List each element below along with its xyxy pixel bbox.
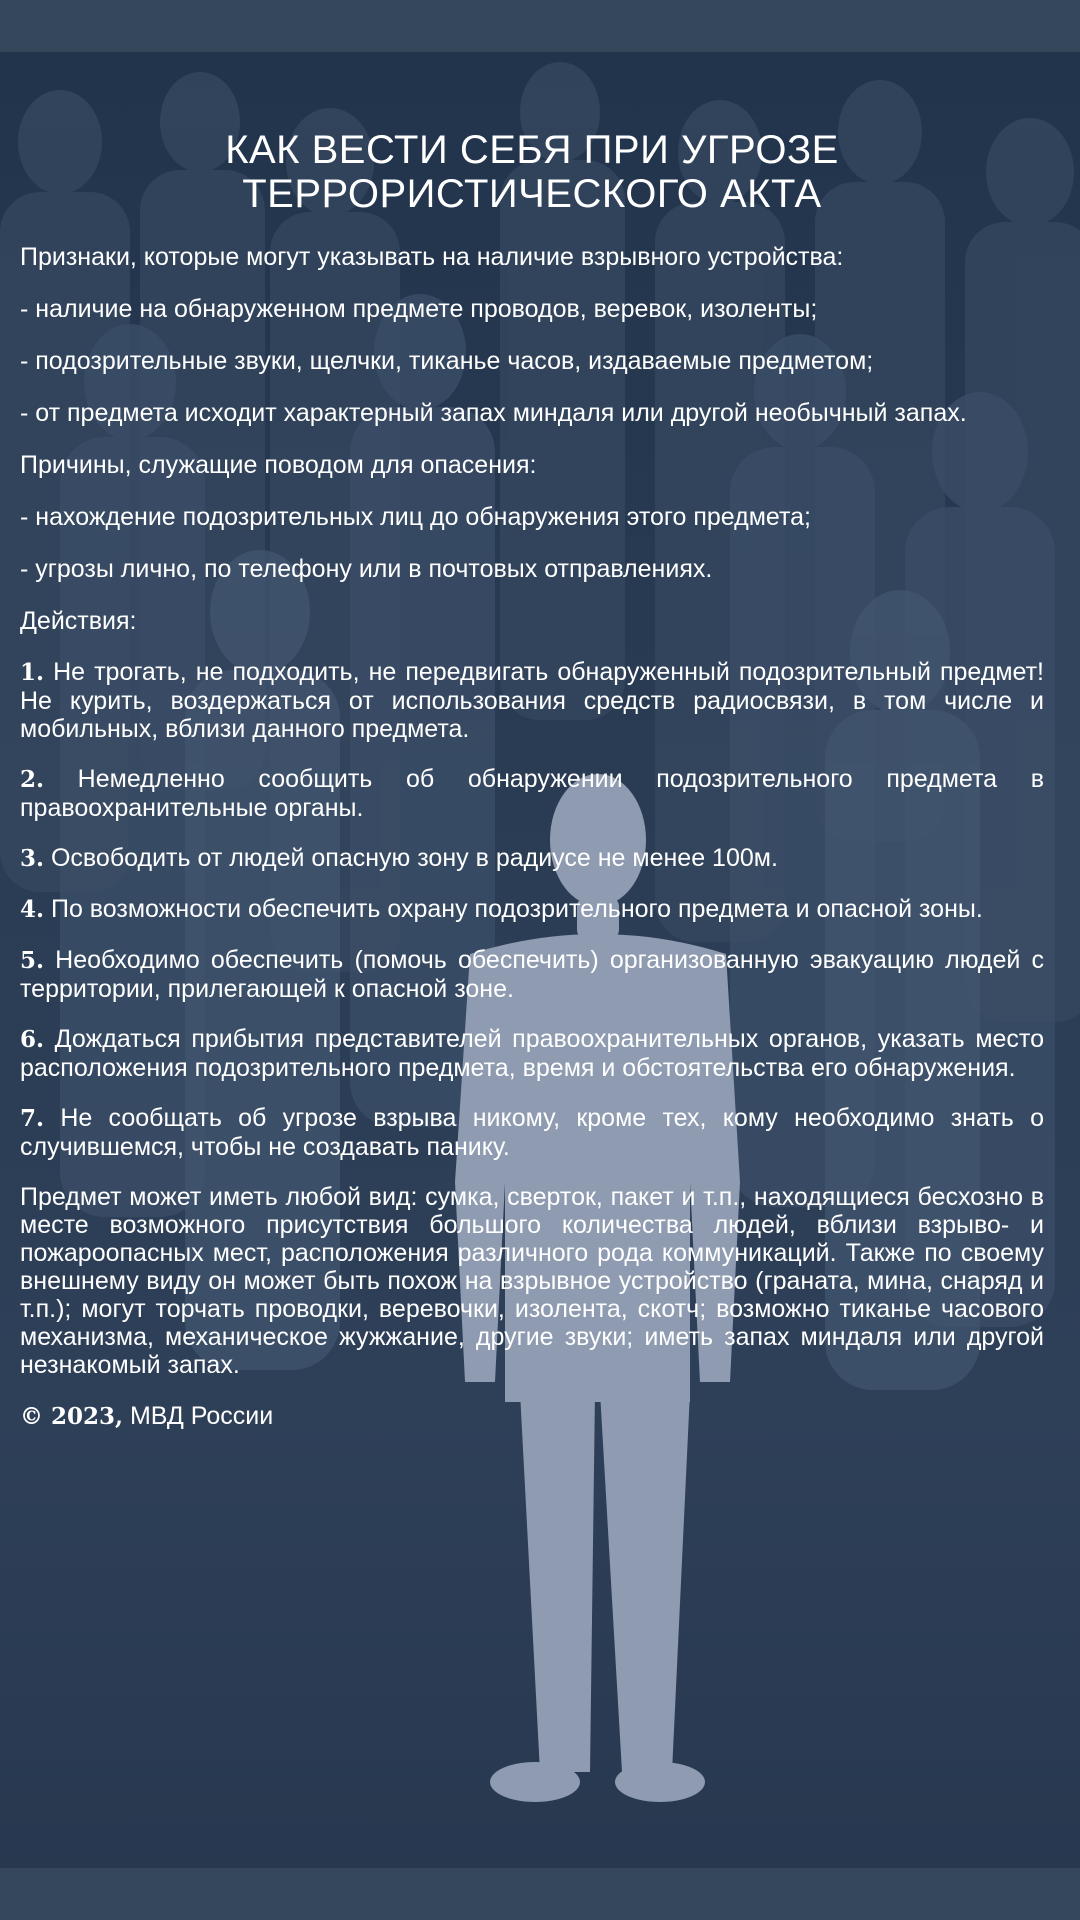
notice-content <box>20 128 1044 1454</box>
action-item-3 <box>20 844 1044 873</box>
action-item-1 <box>20 658 1044 743</box>
action-text: Необходимо обеспечить (помочь обеспечить) организованную эвакуацию людей с территории, прилегающей к опасной зоне. <box>20 946 1044 1003</box>
signs-item: - наличие на обнаруженном предмете проводов, веревок, изоленты; <box>20 295 818 323</box>
top-band <box>0 0 1080 52</box>
title-line-1: КАК ВЕСТИ СЕБЯ ПРИ УГРОЗЕ <box>225 128 839 172</box>
signs-item: - подозрительные звуки, щелчки, тиканье часов, издаваемые предметом; <box>20 347 874 375</box>
action-number: 4. <box>20 896 45 923</box>
action-text: Дождаться прибытия представителей правоохранительных органов, указать место расположения подозрительного предмета, время и обстоятельства его обнаружения. <box>20 1025 1044 1082</box>
action-item-4 <box>20 895 1044 924</box>
action-number: 3. <box>20 845 45 872</box>
reasons-item: - нахождение подозрительных лиц до обнаружения этого предмета; <box>20 503 812 531</box>
title-line-2: ТЕРРОРИСТИЧЕСКОГО АКТА <box>242 172 822 216</box>
page-title <box>20 128 1044 216</box>
copyright <box>20 1401 1044 1432</box>
action-text: По возможности обеспечить охрану подозрительного предмета и опасной зоны. <box>50 895 983 923</box>
poster <box>0 52 1080 1868</box>
actions-heading: Действия: <box>20 607 137 635</box>
action-number: 5. <box>20 947 45 974</box>
action-item-7 <box>20 1104 1044 1161</box>
action-text: Не трогать, не подходить, не передвигать обнаруженный подозрительный предмет! Не курить, воздержаться от использования средств радиосвязи, в том числе и мобильных, вблизи данного предмета. <box>20 658 1044 743</box>
action-item-6 <box>20 1025 1044 1082</box>
action-text: Немедленно сообщить об обнаружении подозрительного предмета в правоохранительные органы. <box>20 765 1044 822</box>
item-description-note: Предмет может иметь любой вид: сумка, сверток, пакет и т.п., находящиеся бесхозно в месте возможного присутствия большого количества людей, вблизи взрыво- и пожароопасных мест, расположения различного рода коммуникаций. Также по своему внешнему виду он может быть похож на взрывное устройство (граната, мина, снаряд и т.п.); могут торчать проводки, веревочки, изолента, скотч; возможно тиканье часового механизма, механическое жужжание, другие звуки; иметь запах миндаля или другой незнакомый запах. <box>20 1183 1044 1379</box>
action-item-2 <box>20 765 1044 822</box>
copyright-org: МВД России <box>129 1402 274 1430</box>
bottom-band <box>0 1868 1080 1920</box>
action-text: Освободить от людей опасную зону в радиусе не менее 100м. <box>50 844 778 872</box>
action-number: 7. <box>20 1105 45 1132</box>
copyright-year: © 2023, <box>20 1403 124 1430</box>
reasons-heading: Причины, служащие поводом для опасения: <box>20 451 537 479</box>
action-number: 1. <box>20 659 45 686</box>
action-number: 6. <box>20 1026 45 1053</box>
action-item-5 <box>20 946 1044 1003</box>
signs-heading: Признаки, которые могут указывать на наличие взрывного устройства: <box>20 243 844 271</box>
action-text: Не сообщать об угрозе взрыва никому, кроме тех, кому необходимо знать о случившемся, чтобы не создавать панику. <box>20 1104 1044 1161</box>
action-number: 2. <box>20 766 45 793</box>
signs-item: - от предмета исходит характерный запах миндаля или другой необычный запах. <box>20 399 967 427</box>
reasons-item: - угрозы лично, по телефону или в почтовых отправлениях. <box>20 555 713 583</box>
